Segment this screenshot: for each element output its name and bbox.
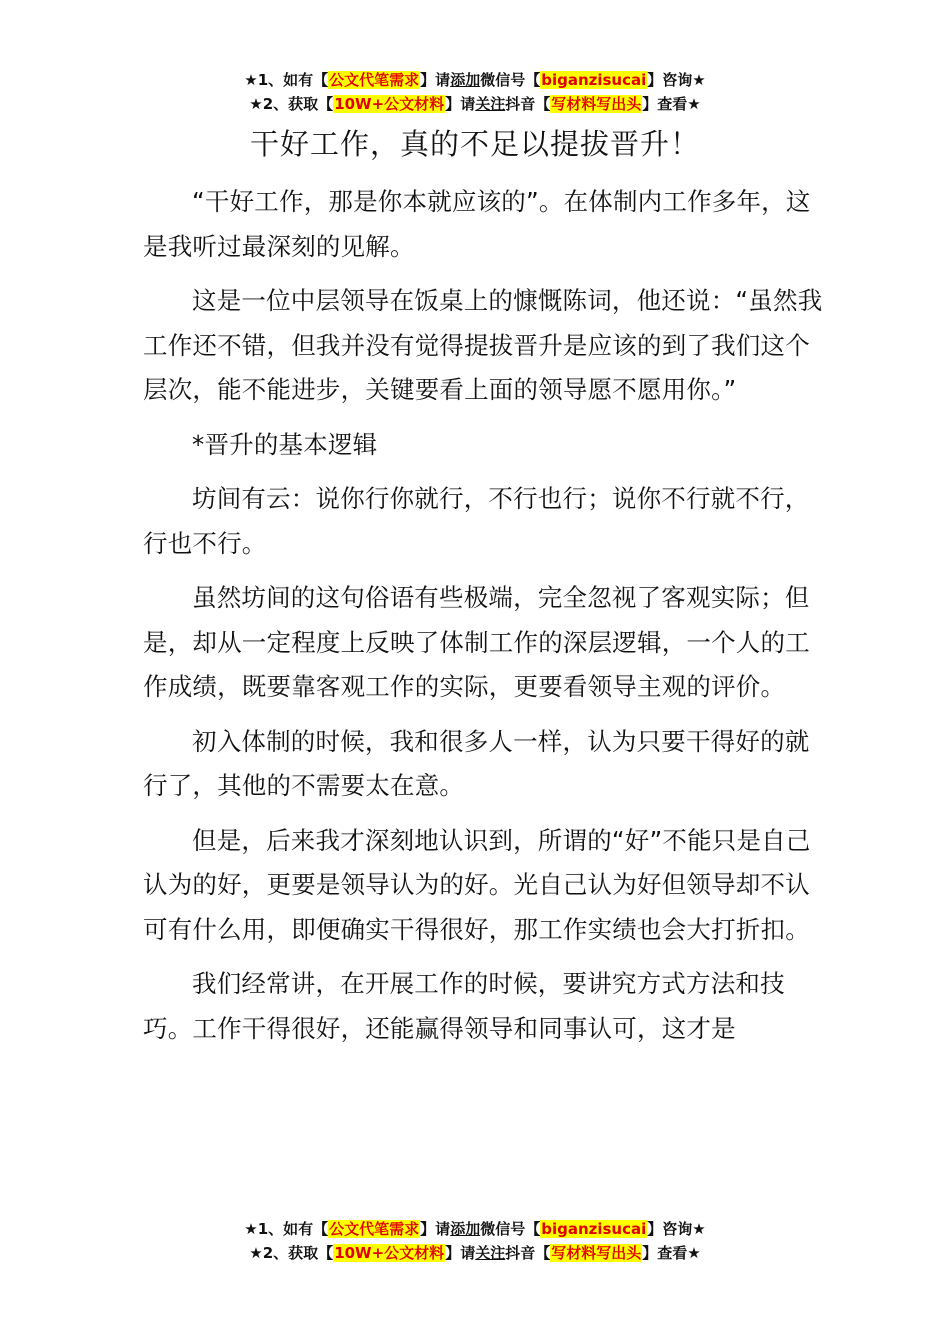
- banner-text: 】请: [445, 1244, 476, 1262]
- banner-text: ★2、获取【: [249, 95, 334, 113]
- section-heading: *晋升的基本逻辑: [192, 429, 378, 459]
- paragraph: 我们经常讲，在开展工作的时候，要讲究方式方法和技巧。工作干得很好，还能赢得领导和同事认可，这才是: [143, 969, 785, 1043]
- paragraph: 但是，后来我才深刻地认识到，所谓的“好”不能只是自己认为的好，更要是领导认为的好。光自己认为好但领导却不认可有什么用，即便确实干得很好，那工作实绩也会大打折扣。: [143, 825, 811, 944]
- banner-text: 】请: [420, 71, 451, 89]
- banner-highlight: 公文代笔需求: [329, 71, 420, 89]
- banner-text: ★2、获取【: [249, 1244, 334, 1262]
- banner-text: 抖音【: [505, 1244, 551, 1262]
- banner-underlined-text: 添加: [450, 71, 481, 89]
- document-body: [143, 180, 833, 1061]
- banner-highlight: biganzisucai: [541, 1220, 647, 1238]
- banner-highlight: 公文代笔需求: [329, 1220, 420, 1238]
- banner-line-2: [0, 1241, 950, 1265]
- banner-highlight: 10W+公文材料: [334, 1244, 445, 1262]
- banner-line-1: [0, 68, 950, 92]
- banner-highlight: biganzisucai: [541, 71, 647, 89]
- footer-banner: [0, 1217, 950, 1265]
- banner-underlined-text: 关注: [475, 95, 506, 113]
- banner-text: 】查看★: [642, 95, 701, 113]
- banner-underlined-text: 关注: [475, 1244, 506, 1262]
- banner-highlight: 10W+公文材料: [334, 95, 445, 113]
- banner-text: 微信号【: [480, 71, 541, 89]
- banner-text: 抖音【: [505, 95, 551, 113]
- paragraph: “干好工作，那是你本就应该的”。在体制内工作多年，这是我听过最深刻的见解。: [143, 187, 811, 261]
- banner-text: ★1、如有【: [244, 1220, 329, 1238]
- paragraph: 虽然坊间的这句俗语有些极端，完全忽视了客观实际；但是，却从一定程度上反映了体制工作的深层逻辑，一个人的工作成绩，既要靠客观工作的实际，更要看领导主观的评价。: [143, 583, 810, 701]
- banner-line-2: [0, 92, 950, 116]
- paragraph: 初入体制的时候，我和很多人一样，认为只要干得好的就行了，其他的不需要太在意。: [143, 726, 810, 800]
- banner-line-1: [0, 1217, 950, 1241]
- banner-text: 】查看★: [642, 1244, 701, 1262]
- banner-text: 】咨询★: [647, 71, 706, 89]
- paragraph: 坊间有云：说你行你就行，不行也行；说你不行就不行，行也不行。: [143, 484, 810, 558]
- banner-text: 微信号【: [480, 1220, 541, 1238]
- banner-text: ★1、如有【: [244, 71, 329, 89]
- header-banner: [0, 68, 950, 116]
- document-title: 干好工作，真的不足以提拔晋升！: [249, 127, 700, 161]
- banner-text: 】请: [445, 95, 476, 113]
- banner-underlined-text: 添加: [450, 1220, 481, 1238]
- banner-text: 】咨询★: [647, 1220, 706, 1238]
- paragraph: 这是一位中层领导在饭桌上的慷慨陈词，他还说：“虽然我工作还不错，但我并没有觉得提拔晋升是应该的到了我们这个层次，能不能进步，关键要看上面的领导愿不愿用你。”: [143, 286, 823, 404]
- banner-highlight: 写材料写出头: [551, 95, 642, 113]
- banner-highlight: 写材料写出头: [551, 1244, 642, 1262]
- banner-text: 】请: [420, 1220, 451, 1238]
